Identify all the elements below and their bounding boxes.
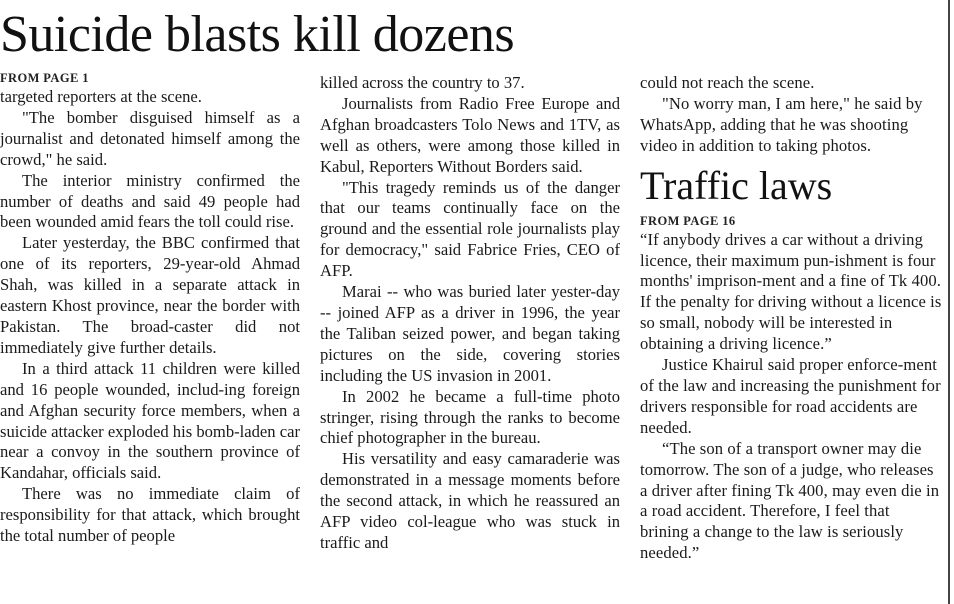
paragraph: “If anybody drives a car without a driving licence, their maximum pun-ishment is four months' imprison-ment and a fine of Tk 400. If the penalty for driving without a licence is so small, nobody will be interested in obtaining a driving licence.”	[640, 229, 942, 354]
paragraph: Justice Khairul said proper enforce-ment of the law and increasing the punishment for drivers responsible for road accidents are needed.	[640, 355, 941, 437]
article-column-1	[0, 70, 300, 604]
paragraph: In a third attack 11 children were killed and 16 people wounded, includ-ing foreign and Afghan security force members, when a suicide attacker exploded his bomb-laden car near a convoy in the southern province of Kandahar, officials said.	[0, 358, 300, 483]
paragraph: could not reach the scene.	[640, 73, 815, 92]
paragraph: In 2002 he became a full-time photo stringer, rising through the ranks to become chief photographer in the bureau.	[320, 386, 620, 448]
paragraph: Later yesterday, the BBC confirmed that one of its reporters, 29-year-old Ahmad Shah, was killed in a separate attack in eastern Khost province, near the border with Pakistan. The broad-caster did not immediately give further details.	[0, 233, 300, 357]
paragraph: “The son of a transport owner may die tomorrow. The son of a judge, who releases a driver after fining Tk 400, may even die in a road accident. Therefore, I feel that brining a change to the law is seriously needed.”	[640, 438, 940, 563]
paragraph: "No worry man, I am here," he said by WhatsApp, adding that he was shooting video in addition to taking photos.	[640, 93, 923, 155]
paragraph: killed across the country to 37.	[320, 73, 525, 92]
paragraph: There was no immediate claim of responsibility for that attack, which brought the total number of people	[0, 484, 300, 546]
continuation-kicker: FROM PAGE 1	[0, 71, 89, 85]
paragraph: His versatility and easy camaraderie was demonstrated in a message moments before the second attack, in which he reassured an AFP video col-league who was stuck in traffic and	[320, 449, 620, 552]
paragraph: Marai -- who was buried later yester-day -- joined AFP as a driver in 1996, the year the Taliban seized power, and began taking pictures on the side, covering stories including the US invasion in 2001.	[320, 282, 620, 385]
second-article-headline: Traffic laws	[640, 162, 833, 208]
article-column-3	[640, 70, 942, 604]
paragraph: The interior ministry confirmed the number of deaths and said 49 people had been wounded amid fears the toll could rise.	[0, 170, 300, 232]
paragraph: "The bomber disguised himself as a journalist and detonated himself among the crowd," he said.	[0, 107, 300, 169]
paragraph: Journalists from Radio Free Europe and Afghan broadcasters Tolo News and 1TV, as well as others, were among those killed in Kabul, Reporters Without Borders said.	[320, 93, 620, 176]
continuation-kicker-2: FROM PAGE 16	[640, 213, 736, 228]
column-divider	[948, 0, 950, 604]
paragraph: targeted reporters at the scene.	[0, 87, 202, 106]
paragraph: "This tragedy reminds us of the danger that our teams continually face on the ground and the essential role journalists play for democracy," said Fabrice Fries, CEO of AFP.	[320, 177, 620, 281]
article-column-2	[320, 70, 620, 604]
article-headline: Suicide blasts kill dozens	[0, 6, 515, 63]
